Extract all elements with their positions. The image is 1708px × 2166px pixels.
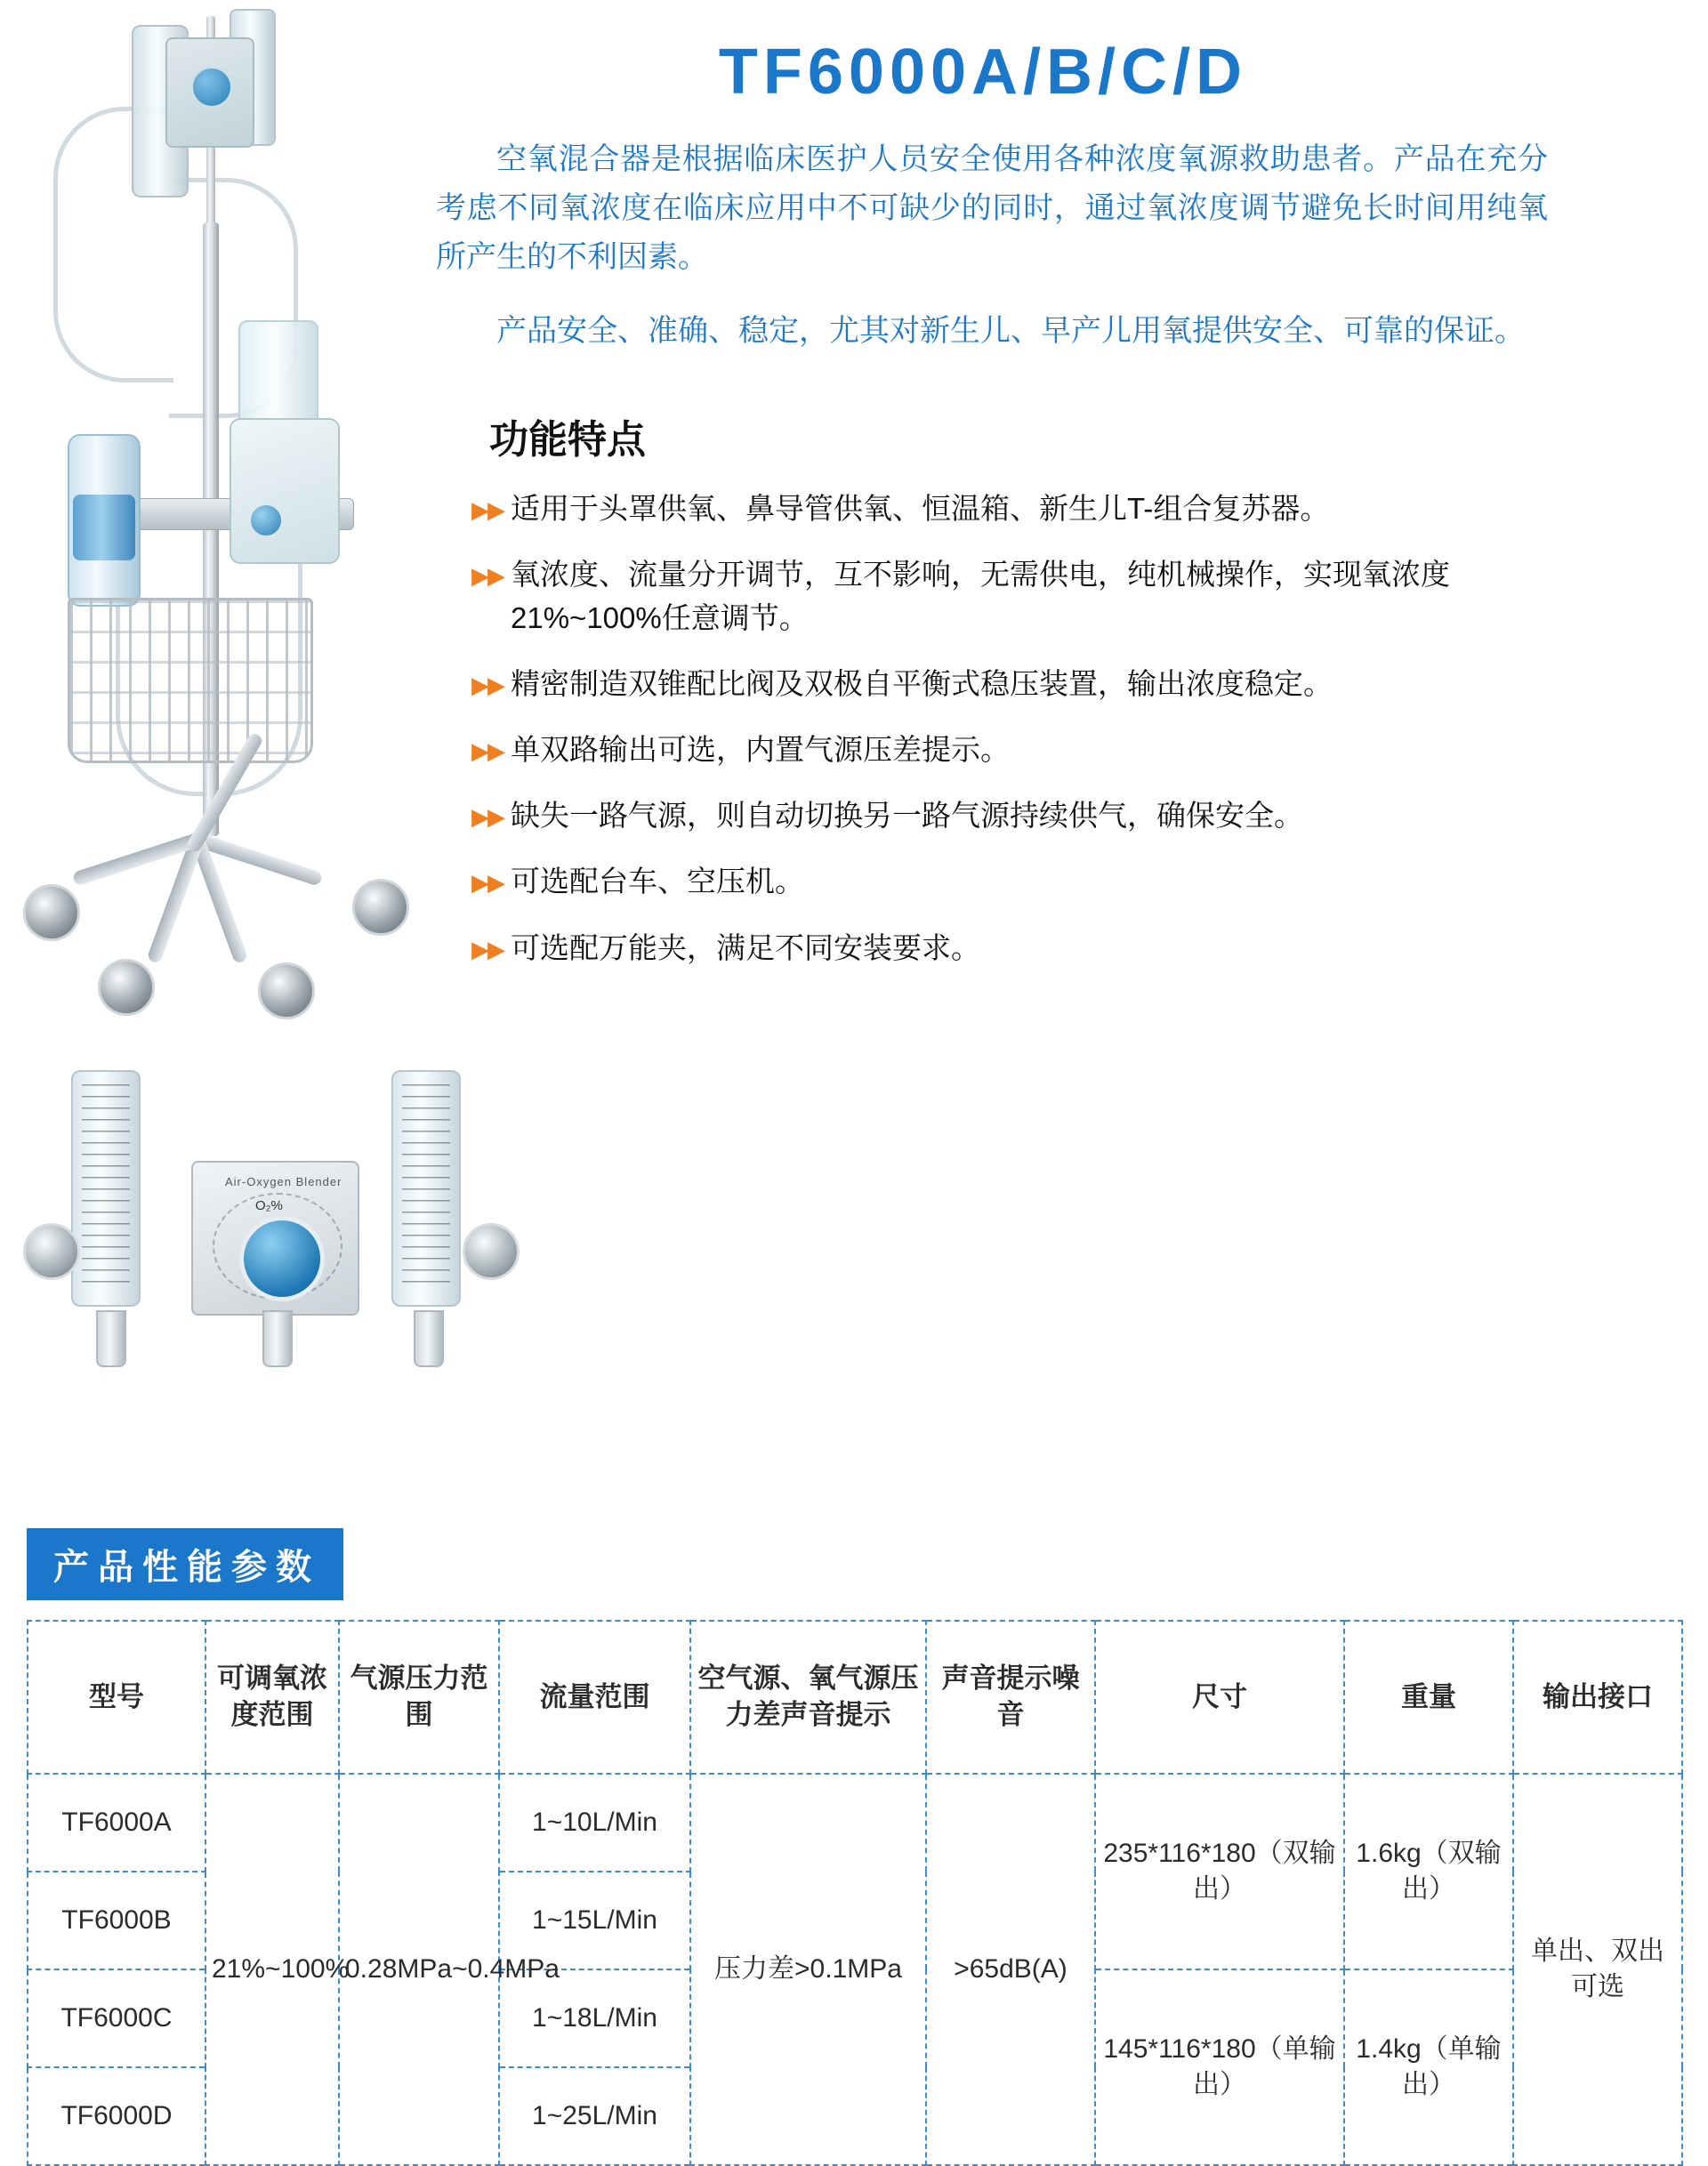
- column-header-pressure: 气源压力范围: [339, 1621, 499, 1774]
- table-row: [28, 1774, 1682, 1872]
- caster-wheel: [23, 884, 80, 941]
- gas-inlet-nozzle: [262, 1310, 293, 1367]
- cell-flow: 1~25L/Min: [499, 2067, 690, 2165]
- cell-output: 单出、双出可选: [1513, 1774, 1682, 2165]
- list-item: [471, 663, 1583, 705]
- column-header-output: 输出接口: [1513, 1621, 1682, 1774]
- feature-text: 可选配台车、空压机。: [511, 865, 804, 898]
- list-item: [471, 553, 1583, 639]
- concentration-control-dial: [239, 1216, 325, 1301]
- specifications-table: [27, 1620, 1683, 2166]
- intro-paragraph-1: 空氧混合器是根据临床医护人员安全使用各种浓度氧源救助患者。产品在充分考虑不同氧浓度在临床应用中不可缺少的同时，通过氧浓度调节避免长时间用纯氧所产生的不利因素。: [436, 142, 1548, 275]
- cell-o2-range: 21%~100%: [205, 1774, 339, 2165]
- cell-model: TF6000C: [28, 1969, 205, 2067]
- blender-head-unit: [165, 37, 254, 148]
- cell-model: TF6000B: [28, 1872, 205, 1969]
- cell-size-dual: 235*116*180（双输出）: [1095, 1774, 1344, 1969]
- specifications-title: 产品性能参数: [27, 1528, 343, 1600]
- double-chevron-icon: ▶▶: [471, 562, 504, 590]
- column-header-pressure-diff: 空气源、氧气源压力差声音提示: [690, 1621, 926, 1774]
- column-header-size: 尺寸: [1095, 1621, 1344, 1774]
- cell-flow: 1~18L/Min: [499, 1969, 690, 2067]
- double-chevron-icon: ▶▶: [471, 671, 504, 698]
- cell-noise: >65dB(A): [926, 1774, 1095, 2165]
- product-text-column: [409, 36, 1672, 993]
- features-list: [471, 487, 1583, 969]
- cell-weight-dual: 1.6kg（双输出）: [1344, 1774, 1513, 1969]
- flow-control-knob-right: [463, 1223, 520, 1280]
- list-item: [471, 860, 1583, 903]
- flowmeter-column-right: [391, 1070, 461, 1307]
- list-item: [471, 487, 1583, 530]
- table-header-row: [28, 1621, 1682, 1774]
- cell-weight-single: 1.4kg（单输出）: [1344, 1969, 1513, 2165]
- blender-main-body: [191, 1161, 359, 1316]
- output-nozzle: [96, 1310, 126, 1367]
- cell-pressure-diff: 压力差>0.1MPa: [690, 1774, 926, 2165]
- blender-closeup-photo: [18, 1054, 640, 1428]
- double-chevron-icon: ▶▶: [471, 737, 504, 764]
- feature-text: 精密制造双锥配比阀及双极自平衡式稳压装置，输出浓度稳定。: [511, 666, 1333, 700]
- flowmeter-column-left: [71, 1070, 141, 1307]
- flow-control-knob-left: [23, 1223, 80, 1280]
- features-heading: 功能特点: [489, 418, 646, 463]
- column-header-model: 型号: [28, 1621, 205, 1774]
- concentration-dial-label: O₂%: [255, 1198, 283, 1213]
- flowmeter-scale-right: [402, 1084, 450, 1291]
- column-header-weight: 重量: [1344, 1621, 1513, 1774]
- list-item: [471, 927, 1583, 970]
- feature-text: 适用于头罩供氧、鼻导管供氧、恒温箱、新生儿T-组合复苏器。: [511, 492, 1330, 526]
- column-header-noise: 声音提示噪音: [926, 1621, 1095, 1774]
- oxygen-concentration-knob: [190, 66, 233, 109]
- column-header-flow: 流量范围: [499, 1621, 690, 1774]
- nebulizer-unit: [230, 418, 340, 564]
- feature-text: 氧浓度、流量分开调节，互不影响，无需供电，纯机械操作，实现氧浓度21%~100%任意调节。: [511, 558, 1450, 634]
- output-nozzle: [414, 1310, 444, 1367]
- double-chevron-icon: ▶▶: [471, 803, 504, 831]
- feature-text: 缺失一路气源，则自动切换另一路气源持续供气，确保安全。: [511, 799, 1303, 833]
- double-chevron-icon: ▶▶: [471, 496, 504, 524]
- caster-wheel: [352, 879, 409, 936]
- cell-size-single: 145*116*180（单输出）: [1095, 1969, 1344, 2165]
- specifications-section: [27, 1528, 1681, 2166]
- double-chevron-icon: ▶▶: [471, 935, 504, 962]
- caster-wheel: [258, 962, 315, 1019]
- intro-paragraph-2: 产品安全、准确、稳定，尤其对新生儿、早产儿用氧提供安全、可靠的保证。: [496, 314, 1525, 349]
- cell-model: TF6000A: [28, 1774, 205, 1872]
- flowmeter-scale-left: [82, 1084, 130, 1291]
- storage-basket: [68, 598, 313, 763]
- cell-flow: 1~15L/Min: [499, 1872, 690, 1969]
- blender-brand-label: Air-Oxygen Blender: [225, 1175, 342, 1188]
- list-item: [471, 794, 1583, 837]
- feature-text: 单双路输出可选，内置气源压差提示。: [511, 733, 1010, 766]
- cell-pressure: 0.28MPa~0.4MPa: [339, 1774, 499, 2165]
- caster-wheel: [98, 959, 155, 1016]
- humidifier-bottle-blue: [68, 434, 141, 607]
- column-header-o2-range: 可调氧浓度范围: [205, 1621, 339, 1774]
- trolley-base: [18, 827, 391, 996]
- cell-flow: 1~10L/Min: [499, 1774, 690, 1872]
- product-intro: [436, 135, 1548, 356]
- feature-text: 可选配万能夹，满足不同安装要求。: [511, 930, 980, 964]
- cell-model: TF6000D: [28, 2067, 205, 2165]
- page-title: TF6000A/B/C/D: [718, 36, 1248, 108]
- double-chevron-icon: ▶▶: [471, 869, 504, 897]
- list-item: [471, 729, 1583, 771]
